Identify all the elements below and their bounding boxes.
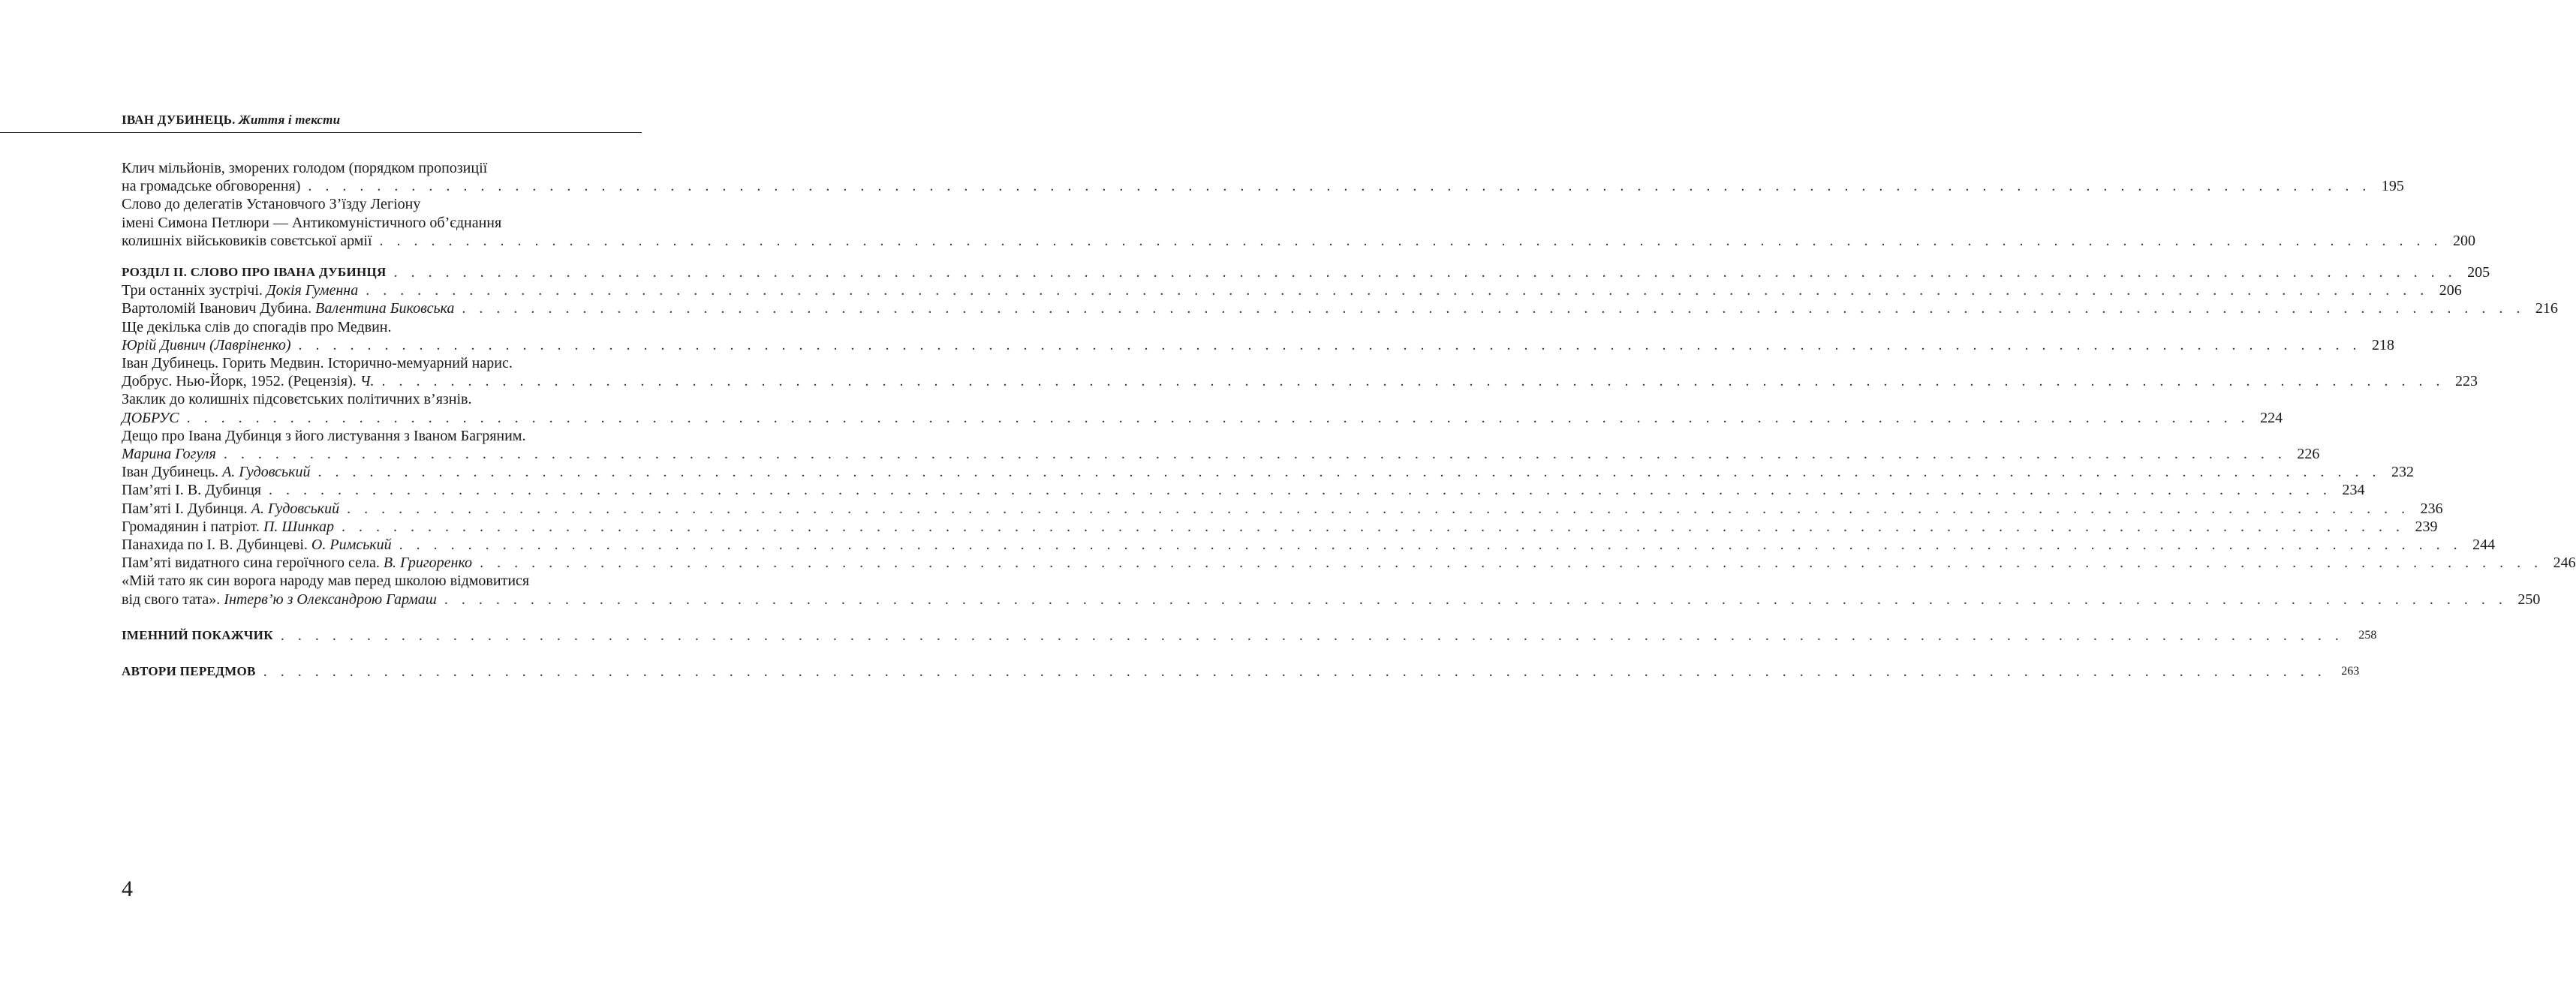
toc-entry	[122, 159, 2404, 195]
running-header-title: ІВАН ДУБИНЕЦЬ.	[122, 113, 236, 127]
toc-page-number: 195	[2381, 178, 2404, 195]
toc-entry-final-line	[122, 481, 2365, 499]
toc-entry	[122, 500, 2443, 518]
toc-entry-title: Пам’яті І. В. Дубинця	[122, 482, 261, 499]
toc-entry-line: Слово до делегатів Установчого З’їзду Легіону	[122, 196, 421, 213]
toc-page-number: 206	[2439, 282, 2462, 299]
toc-entry-final-line	[122, 627, 2377, 645]
toc-entry-title: Пам’яті І. Дубинця.	[122, 500, 248, 517]
toc-entry-author: В. Григоренко	[383, 555, 473, 572]
running-header	[122, 113, 340, 128]
toc-entry-author-extra: (Лавріненко)	[209, 336, 291, 353]
toc-page-number: 223	[2455, 373, 2478, 390]
dot-leader: . . . . . . . . . . . . . . . . . . . . . . . . . . . . . . . . . . . . . . . . . . . . . . . . . . . . . . . . . . . . . . . . . . . . . . . . . . . . . . . . . . . . . . . . . . . . . . . . . . . . . . . . . . . . . . . . . . . . . . . .	[186, 409, 2250, 426]
toc-page-number: 250	[2517, 591, 2541, 608]
toc-entry	[122, 572, 2541, 608]
toc-entry-final-line	[122, 663, 2360, 681]
toc-entry-line: Клич мільйонів, зморених голодом (порядком пропозиції	[122, 160, 488, 176]
toc-entry-title: Іван Дубинець.	[122, 464, 219, 481]
dot-leader: . . . . . . . . . . . . . . . . . . . . . . . . . . . . . . . . . . . . . . . . . . . . . . . . . . . . . . . . . . . . . . . . . . . . . . . . . . . . . . . . . . . . . . . . . . . . . . . . . . . . . . . . . . . . . . . . . . . . . . . .	[342, 518, 2405, 535]
toc-entry-author: Ч.	[360, 373, 375, 390]
toc-page-number: 232	[2391, 464, 2415, 481]
toc-entry-author: ДОБРУС	[122, 409, 179, 426]
toc-entry-final-line	[122, 409, 2283, 427]
toc-entry-line: Ще декілька слів до спогадів про Медвин.	[122, 318, 392, 335]
toc-entry	[122, 390, 2283, 426]
toc-entry-text	[122, 409, 179, 427]
toc-entry-final-line	[122, 463, 2415, 481]
toc-entry-title: Громадянин і патріот.	[122, 518, 260, 535]
toc-entry-text	[122, 481, 261, 499]
toc-entry-text	[122, 372, 375, 390]
dot-leader: . . . . . . . . . . . . . . . . . . . . . . . . . . . . . . . . . . . . . . . . . . . . . . . . . . . . . . . . . . . . . . . . . . . . . . . . . . . . . . . . . . . . . . . . . . . . . . . . . . . . . . . . . . . . . . . . . . . . . . . .	[393, 264, 2457, 281]
toc-entry-text	[122, 536, 392, 554]
toc-entry-text	[122, 554, 472, 572]
toc-page-number: 200	[2453, 232, 2476, 249]
toc-entry-author: Юрій Дивнич	[122, 336, 206, 353]
toc-entry-text	[122, 299, 454, 317]
toc-entry	[122, 481, 2365, 499]
toc-entry-author: Марина Гогуля	[122, 446, 216, 463]
page-number: 4	[122, 876, 133, 901]
toc-entry	[122, 281, 2462, 299]
toc-section-entry	[122, 663, 2360, 681]
toc-entry	[122, 536, 2496, 554]
toc-entry-title: від свого тата».	[122, 591, 221, 608]
toc-entry-text	[122, 445, 216, 463]
toc-entry	[122, 518, 2438, 536]
toc-entry-line: Дещо про Івана Дубинця з його листування з Іваном Багряним.	[122, 427, 526, 444]
toc-entry-final-line	[122, 372, 2478, 390]
toc-entry-title: Три останніх зустрічі.	[122, 282, 263, 299]
dot-leader: . . . . . . . . . . . . . . . . . . . . . . . . . . . . . . . . . . . . . . . . . . . . . . . . . . . . . . . . . . . . . . . . . . . . . . . . . . . . . . . . . . . . . . . . . . . . . . . . . . . . . . . . . . . . . . . . . . . . . . . .	[379, 232, 2443, 249]
dot-leader: . . . . . . . . . . . . . . . . . . . . . . . . . . . . . . . . . . . . . . . . . . . . . . . . . . . . . . . . . . . . . . . . . . . . . . . . . . . . . . . . . . . . . . . . . . . . . . . . . . . . . . . . . . . . . . . . . . . . . . . .	[317, 464, 2382, 481]
toc-entry-final-line	[122, 299, 2558, 317]
dot-leader: . . . . . . . . . . . . . . . . . . . . . . . . . . . . . . . . . . . . . . . . . . . . . . . . . . . . . . . . . . . . . . . . . . . . . . . . . . . . . . . . . . . . . . . . . . . . . . . . . . . . . . . . . . . . . . . . . . . . . . . .	[308, 178, 2371, 195]
dot-leader: . . . . . . . . . . . . . . . . . . . . . . . . . . . . . . . . . . . . . . . . . . . . . . . . . . . . . . . . . . . . . . . . . . . . . . . . . . . . . . . . . . . . . . . . . . . . . . . . . . . . . . . . . . . . . . . . . . . . . . . .	[263, 663, 2327, 681]
toc-entry-title: колишніх військовиків совєтської армії	[122, 232, 372, 249]
toc-entry-text	[122, 336, 291, 354]
toc-entry-author: Валентина Биковська	[315, 300, 455, 317]
toc-entry-final-line	[122, 518, 2438, 536]
toc-entry-text	[122, 232, 372, 250]
toc-entry-final-line	[122, 263, 2490, 281]
dot-leader: . . . . . . . . . . . . . . . . . . . . . . . . . . . . . . . . . . . . . . . . . . . . . . . . . . . . . . . . . . . . . . . . . . . . . . . . . . . . . . . . . . . . . . . . . . . . . . . . . . . . . . . . . . . . . . . . . . . . . . . .	[223, 446, 2287, 463]
toc-entry-author: П. Шинкар	[263, 518, 335, 535]
toc-section-title: ІМЕННИЙ ПОКАЖЧИК	[122, 627, 273, 642]
toc-page-number: 239	[2415, 518, 2438, 535]
toc-entry-title: на громадське обговорення)	[122, 178, 301, 195]
toc-entry-final-line	[122, 336, 2394, 354]
dot-leader: . . . . . . . . . . . . . . . . . . . . . . . . . . . . . . . . . . . . . . . . . . . . . . . . . . . . . . . . . . . . . . . . . . . . . . . . . . . . . . . . . . . . . . . . . . . . . . . . . . . . . . . . . . . . . . . . . . . . . . . .	[280, 627, 2344, 644]
toc-entry-text	[122, 627, 273, 645]
toc-entry-author: О. Римський	[311, 537, 392, 554]
toc-entry	[122, 299, 2558, 317]
toc-page-number: 216	[2535, 300, 2558, 317]
toc-page-number: 244	[2472, 537, 2496, 554]
toc-entry-author: Інтерв’ю з Олександрою Гармаш	[224, 591, 437, 608]
dot-leader: . . . . . . . . . . . . . . . . . . . . . . . . . . . . . . . . . . . . . . . . . . . . . . . . . . . . . . . . . . . . . . . . . . . . . . . . . . . . . . . . . . . . . . . . . . . . . . . . . . . . . . . . . . . . . . . . . . . . . . . .	[366, 282, 2429, 299]
toc-section-title: АВТОРИ ПЕРЕДМОВ	[122, 664, 256, 679]
toc-entry	[122, 463, 2415, 481]
toc-page-number: 258	[2358, 628, 2377, 642]
toc-entry-text	[122, 463, 311, 481]
toc-entry-line: Заклик до колишніх підсовєтських політичних в’язнів.	[122, 391, 472, 408]
toc-entry-final-line	[122, 281, 2462, 299]
toc-entry	[122, 318, 2394, 354]
dot-leader: . . . . . . . . . . . . . . . . . . . . . . . . . . . . . . . . . . . . . . . . . . . . . . . . . . . . . . . . . . . . . . . . . . . . . . . . . . . . . . . . . . . . . . . . . . . . . . . . . . . . . . . . . . . . . . . . . . . . . . . .	[444, 591, 2508, 608]
toc-entry-text	[122, 177, 300, 195]
toc-entry-text	[122, 591, 437, 609]
toc-entry-text	[122, 281, 358, 299]
dot-leader: . . . . . . . . . . . . . . . . . . . . . . . . . . . . . . . . . . . . . . . . . . . . . . . . . . . . . . . . . . . . . . . . . . . . . . . . . . . . . . . . . . . . . . . . . . . . . . . . . . . . . . . . . . . . . . . . . . . . . . . .	[269, 482, 2332, 499]
toc-entry-title: Пам’яті видатного сина героїчного села.	[122, 555, 380, 572]
toc-entry-line: «Мій тато як син ворога народу мав перед школою відмовитися	[122, 573, 530, 590]
toc-page-number: 218	[2372, 336, 2394, 353]
toc-entry	[122, 195, 2476, 250]
toc-entry-final-line	[122, 591, 2541, 609]
toc-page-number: 226	[2297, 446, 2320, 463]
toc-entry-title: Панахида по І. В. Дубинцеві.	[122, 537, 308, 554]
toc-section-entry	[122, 263, 2490, 281]
toc-entry-line: імені Симона Петлюри — Антикомуністичного об’єднання	[122, 214, 502, 231]
dot-leader: . . . . . . . . . . . . . . . . . . . . . . . . . . . . . . . . . . . . . . . . . . . . . . . . . . . . . . . . . . . . . . . . . . . . . . . . . . . . . . . . . . . . . . . . . . . . . . . . . . . . . . . . . . . . . . . . . . . . . . . .	[298, 336, 2361, 353]
toc-entry	[122, 354, 2478, 390]
toc-page-number: 205	[2467, 264, 2490, 281]
toc-entry-text	[122, 518, 334, 536]
toc-entry-line: Іван Дубинець. Горить Медвин. Історично-мемуарний нарис.	[122, 355, 513, 372]
toc-entry-final-line	[122, 536, 2496, 554]
toc-entry	[122, 427, 2320, 463]
header-rule	[0, 132, 642, 133]
toc-entry-final-line	[122, 177, 2404, 195]
dot-leader: . . . . . . . . . . . . . . . . . . . . . . . . . . . . . . . . . . . . . . . . . . . . . . . . . . . . . . . . . . . . . . . . . . . . . . . . . . . . . . . . . . . . . . . . . . . . . . . . . . . . . . . . . . . . . . . . . . . . . . . .	[399, 537, 2463, 554]
toc-section-title: РОЗДІЛ ІІ. СЛОВО ПРО ІВАНА ДУБИНЦЯ	[122, 265, 387, 280]
toc-entry-title: Вартоломій Іванович Дубина.	[122, 300, 312, 317]
toc-page-number: 224	[2260, 409, 2283, 426]
toc-entry	[122, 554, 2576, 572]
toc-page-number: 246	[2553, 555, 2576, 572]
toc-entry-text	[122, 500, 339, 518]
toc-entry-text	[122, 663, 256, 681]
toc-page-number: 234	[2342, 482, 2365, 499]
toc-page-number: 236	[2420, 500, 2443, 517]
toc-page-number: 263	[2341, 665, 2360, 678]
toc-entry-text	[122, 263, 387, 281]
dot-leader: . . . . . . . . . . . . . . . . . . . . . . . . . . . . . . . . . . . . . . . . . . . . . . . . . . . . . . . . . . . . . . . . . . . . . . . . . . . . . . . . . . . . . . . . . . . . . . . . . . . . . . . . . . . . . . . . . . . . . . . .	[480, 555, 2543, 572]
toc-entry-author: А. Гудовський	[222, 464, 311, 481]
toc-section-entry	[122, 627, 2377, 645]
toc-entry-final-line	[122, 445, 2320, 463]
dot-leader: . . . . . . . . . . . . . . . . . . . . . . . . . . . . . . . . . . . . . . . . . . . . . . . . . . . . . . . . . . . . . . . . . . . . . . . . . . . . . . . . . . . . . . . . . . . . . . . . . . . . . . . . . . . . . . . . . . . . . . . .	[347, 500, 2410, 517]
running-header-subtitle: Життя і тексти	[239, 113, 341, 127]
table-of-contents	[122, 159, 2576, 681]
toc-entry-author: Докія Гуменна	[266, 282, 359, 299]
toc-entry-final-line	[122, 554, 2576, 572]
toc-entry-final-line	[122, 232, 2476, 250]
toc-entry-title: Добрус. Нью-Йорк, 1952. (Рецензія).	[122, 373, 357, 390]
dot-leader: . . . . . . . . . . . . . . . . . . . . . . . . . . . . . . . . . . . . . . . . . . . . . . . . . . . . . . . . . . . . . . . . . . . . . . . . . . . . . . . . . . . . . . . . . . . . . . . . . . . . . . . . . . . . . . . . . . . . . . . .	[462, 300, 2525, 317]
toc-entry-author: А. Гудовський	[251, 500, 340, 517]
dot-leader: . . . . . . . . . . . . . . . . . . . . . . . . . . . . . . . . . . . . . . . . . . . . . . . . . . . . . . . . . . . . . . . . . . . . . . . . . . . . . . . . . . . . . . . . . . . . . . . . . . . . . . . . . . . . . . . . . . . . . . . .	[381, 373, 2445, 390]
toc-entry-final-line	[122, 500, 2443, 518]
